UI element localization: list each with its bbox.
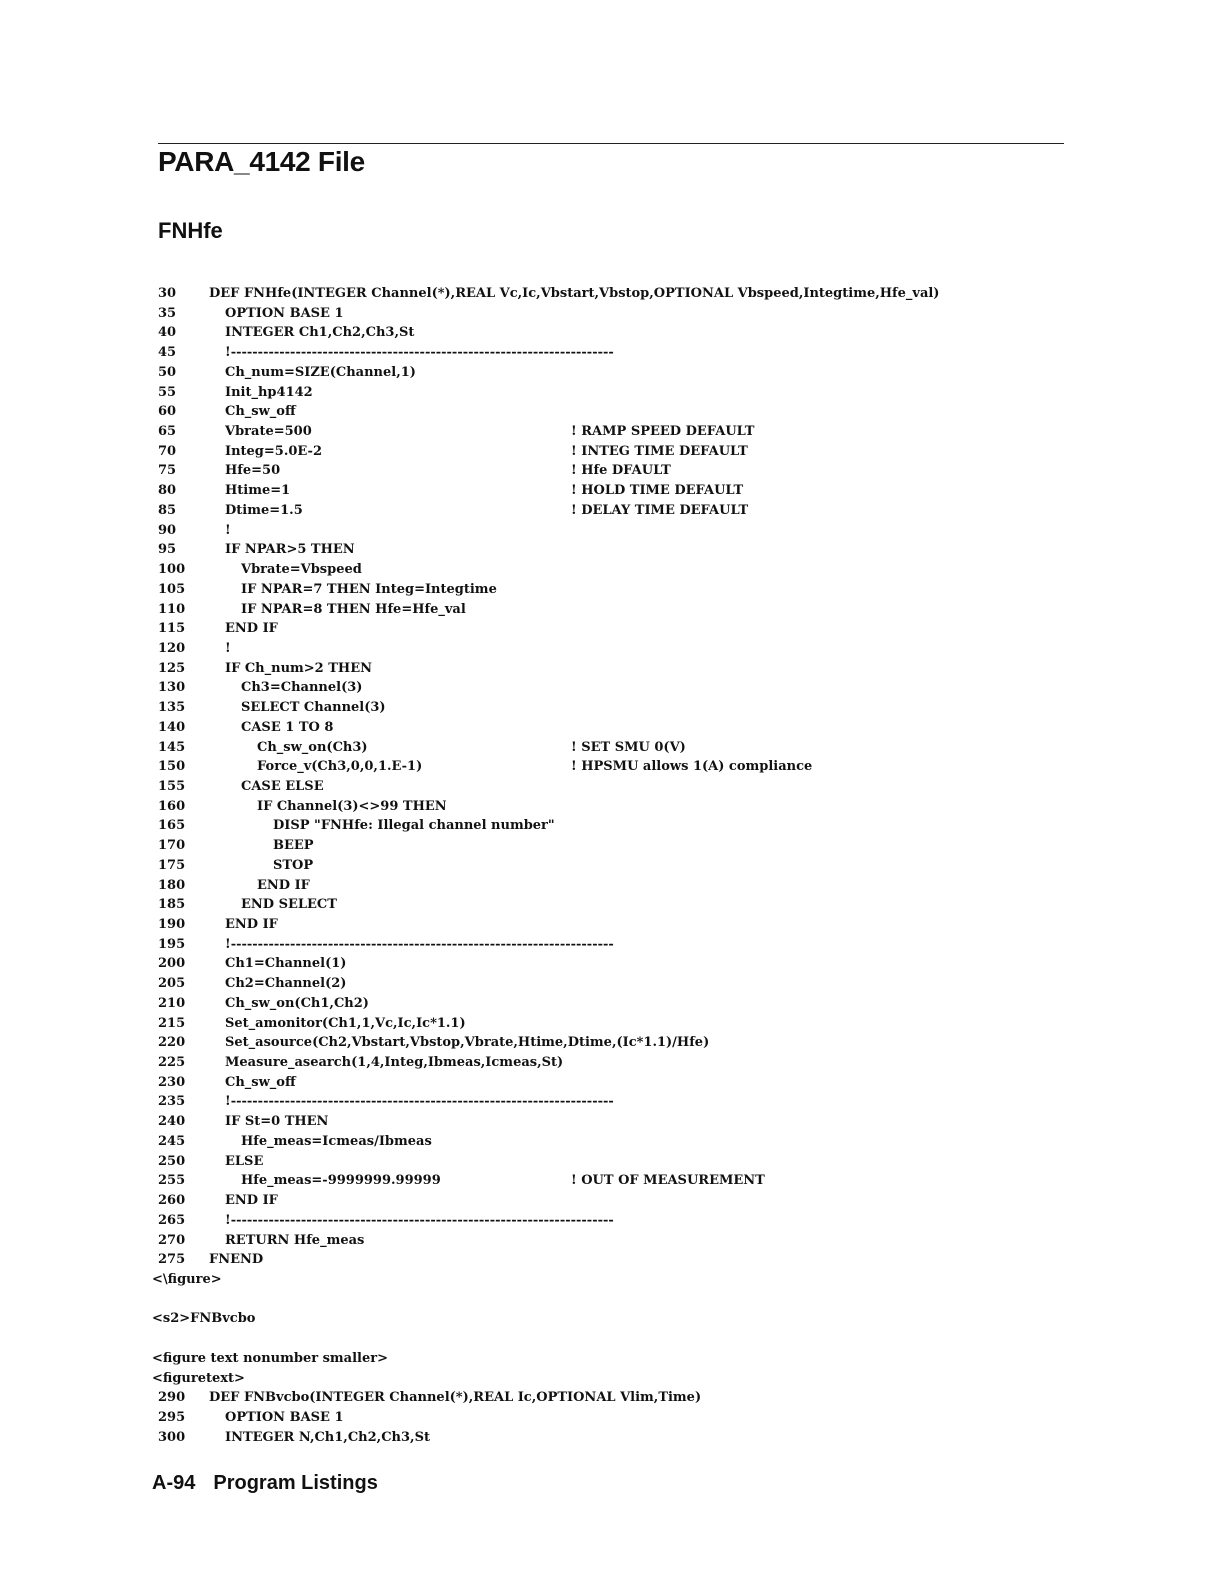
code-statement: INTEGER N,Ch1,Ch2,Ch3,St [225, 1429, 430, 1445]
line-number: 255 [158, 1173, 186, 1189]
code-line [0, 718, 1224, 738]
line-number: 300 [158, 1429, 186, 1445]
code-statement: Integ=5.0E-2 [225, 443, 322, 459]
line-number: 45 [158, 345, 177, 361]
code-line [0, 304, 1224, 324]
code-statement: Ch_sw_off [225, 1074, 296, 1090]
code-line [0, 402, 1224, 422]
line-number: 75 [158, 463, 177, 479]
line-number: 55 [158, 384, 177, 400]
line-number: 265 [158, 1212, 186, 1228]
line-number: 270 [158, 1232, 186, 1248]
line-number: 65 [158, 424, 177, 440]
code-line [0, 1270, 1224, 1290]
line-number: 230 [158, 1074, 186, 1090]
code-statement: DISP "FNHfe: Illegal channel number" [273, 818, 555, 834]
line-number: 80 [158, 483, 177, 499]
code-line [0, 1408, 1224, 1428]
code-line [0, 1369, 1224, 1389]
code-line [0, 1349, 1224, 1369]
code-statement: END IF [225, 621, 278, 637]
code-statement: END IF [225, 917, 278, 932]
code-statement: !----------------------------------------------------------------------- [225, 345, 614, 361]
code-line [0, 422, 1224, 442]
code-statement: Ch1=Channel(1) [225, 956, 347, 972]
code-statement: !----------------------------------------------------------------------- [225, 1212, 614, 1228]
code-statement: Hfe=50 [225, 463, 281, 479]
code-line [0, 284, 1224, 304]
code-line [0, 1073, 1224, 1093]
line-number: 130 [158, 680, 186, 696]
code-statement: SELECT Channel(3) [241, 700, 386, 716]
code-line [0, 1033, 1224, 1053]
line-number: 170 [158, 838, 186, 854]
code-statement: Vbrate=Vbspeed [241, 562, 362, 578]
code-statement: ! [225, 640, 231, 656]
line-number: 120 [158, 640, 186, 656]
line-number: 245 [158, 1133, 186, 1149]
code-line [0, 836, 1224, 856]
line-number: 220 [158, 1035, 186, 1051]
code-comment: ! SET SMU 0(V) [571, 739, 686, 755]
page-footer [152, 1472, 378, 1495]
code-line [0, 1211, 1224, 1231]
code-comment: ! INTEG TIME DEFAULT [571, 443, 748, 459]
line-number: 35 [158, 305, 177, 321]
line-number: 205 [158, 976, 186, 992]
code-statement: Ch_sw_off [225, 404, 296, 420]
line-number: 30 [158, 286, 177, 301]
code-statement: Init_hp4142 [225, 384, 313, 400]
code-statement: Ch_sw_on(Ch1,Ch2) [225, 995, 369, 1011]
code-line [0, 935, 1224, 955]
line-number: 70 [158, 443, 177, 459]
section-title: PARA_4142 File [158, 146, 365, 177]
code-statement: DEF FNHfe(INTEGER Channel(*),REAL Vc,Ic,Vbstart,Vbstop,OPTIONAL Vbspeed,Integtime,Hfe_val) [209, 286, 940, 301]
code-statement: Set_asource(Ch2,Vbstart,Vbstop,Vbrate,Htime,Dtime,(Ic*1.1)/Hfe) [225, 1035, 710, 1051]
line-number: 190 [158, 917, 186, 932]
code-statement: IF St=0 THEN [225, 1114, 329, 1130]
line-number: 275 [158, 1252, 186, 1268]
code-statement: !----------------------------------------------------------------------- [225, 1094, 614, 1110]
code-line [0, 757, 1224, 777]
code-line [0, 895, 1224, 915]
code-line [0, 856, 1224, 876]
line-number: 180 [158, 877, 186, 893]
code-line [0, 560, 1224, 580]
code-statement: Htime=1 [225, 483, 291, 499]
code-statement: END IF [225, 1193, 278, 1209]
code-line [0, 1191, 1224, 1211]
code-line [0, 1053, 1224, 1073]
line-number: 150 [158, 759, 186, 775]
line-number: 140 [158, 719, 186, 735]
line-number: 85 [158, 502, 177, 518]
code-line [0, 323, 1224, 343]
code-statement: DEF FNBvcbo(INTEGER Channel(*),REAL Ic,OPTIONAL Vlim,Time) [209, 1390, 702, 1406]
code-statement: END SELECT [241, 897, 337, 913]
code-comment: ! RAMP SPEED DEFAULT [571, 424, 755, 440]
code-statement: Hfe_meas=-9999999.99999 [241, 1173, 441, 1189]
code-line [0, 698, 1224, 718]
code-statement: ! [225, 522, 231, 538]
code-statement: Ch_sw_on(Ch3) [257, 739, 368, 755]
line-number: 250 [158, 1153, 186, 1169]
line-number: 165 [158, 818, 186, 834]
code-comment: ! OUT OF MEASUREMENT [571, 1173, 765, 1189]
code-line [0, 816, 1224, 836]
line-number: 60 [158, 404, 177, 420]
markup-text: <s2>FNBvcbo [152, 1311, 256, 1327]
code-statement: Ch2=Channel(2) [225, 976, 347, 992]
code-line [0, 383, 1224, 403]
code-statement: OPTION BASE 1 [225, 1409, 344, 1425]
program-listing [0, 284, 1224, 1447]
code-line [0, 738, 1224, 758]
code-statement: IF Channel(3)<>99 THEN [257, 798, 447, 814]
code-line [0, 1132, 1224, 1152]
code-line [0, 1112, 1224, 1132]
code-line [0, 1329, 1224, 1349]
code-line [0, 1428, 1224, 1448]
code-statement: Dtime=1.5 [225, 502, 303, 518]
code-line [0, 442, 1224, 462]
line-number: 215 [158, 1015, 186, 1031]
line-number: 145 [158, 739, 186, 755]
code-statement: OPTION BASE 1 [225, 305, 344, 321]
line-number: 260 [158, 1193, 186, 1209]
markup-text: <\figure> [152, 1271, 222, 1287]
line-number: 225 [158, 1055, 186, 1071]
markup-text: <figuretext> [152, 1370, 245, 1386]
code-comment: ! DELAY TIME DEFAULT [571, 502, 749, 518]
code-statement: BEEP [273, 838, 314, 854]
line-number: 95 [158, 542, 177, 558]
code-line [0, 461, 1224, 481]
code-statement: IF NPAR=7 THEN Integ=Integtime [241, 581, 497, 597]
line-number: 135 [158, 700, 186, 716]
code-statement: INTEGER Ch1,Ch2,Ch3,St [225, 325, 415, 341]
line-number: 50 [158, 364, 177, 380]
code-statement: IF NPAR>5 THEN [225, 542, 355, 558]
code-statement: IF Ch_num>2 THEN [225, 660, 373, 676]
code-line [0, 994, 1224, 1014]
code-line [0, 1309, 1224, 1329]
code-line [0, 521, 1224, 541]
page-number: A-94 [152, 1472, 196, 1494]
code-line [0, 797, 1224, 817]
line-number: 290 [158, 1390, 186, 1406]
line-number: 90 [158, 522, 177, 538]
code-line [0, 1231, 1224, 1251]
code-line [0, 915, 1224, 935]
code-line [0, 1152, 1224, 1172]
code-line [0, 678, 1224, 698]
code-statement: FNEND [209, 1252, 264, 1268]
code-line [0, 1014, 1224, 1034]
line-number: 195 [158, 936, 186, 952]
code-line [0, 974, 1224, 994]
line-number: 40 [158, 325, 177, 341]
code-statement: CASE 1 TO 8 [241, 719, 334, 735]
line-number: 100 [158, 562, 186, 578]
line-number: 115 [158, 621, 186, 637]
code-line [0, 343, 1224, 363]
line-number: 240 [158, 1114, 186, 1130]
code-statement: Hfe_meas=Icmeas/Ibmeas [241, 1133, 432, 1149]
code-line [0, 363, 1224, 383]
code-line [0, 580, 1224, 600]
line-number: 155 [158, 778, 186, 794]
code-statement: STOP [273, 857, 314, 873]
code-line [0, 1388, 1224, 1408]
line-number: 200 [158, 956, 186, 972]
code-statement: IF NPAR=8 THEN Hfe=Hfe_val [241, 601, 466, 617]
line-number: 185 [158, 897, 186, 913]
code-statement: END IF [257, 877, 310, 893]
header-rule [158, 143, 1064, 144]
code-line [0, 501, 1224, 521]
markup-text: <figure text nonumber smaller> [152, 1350, 388, 1366]
code-statement: Ch_num=SIZE(Channel,1) [225, 364, 416, 380]
code-line [0, 540, 1224, 560]
line-number: 125 [158, 660, 186, 676]
code-comment: ! Hfe DFAULT [571, 463, 671, 479]
code-statement: Ch3=Channel(3) [241, 680, 363, 696]
code-statement: RETURN Hfe_meas [225, 1232, 365, 1248]
subsection-title: FNHfe [158, 218, 223, 243]
code-line [0, 876, 1224, 896]
code-line [0, 777, 1224, 797]
line-number: 210 [158, 995, 186, 1011]
code-statement: Vbrate=500 [225, 424, 312, 440]
line-number: 295 [158, 1409, 186, 1425]
line-number: 110 [158, 601, 186, 617]
code-statement: ELSE [225, 1153, 264, 1169]
code-line [0, 1250, 1224, 1270]
line-number: 175 [158, 857, 186, 873]
code-statement: Force_v(Ch3,0,0,1.E-1) [257, 759, 423, 775]
code-line [0, 1092, 1224, 1112]
code-comment: ! HOLD TIME DEFAULT [571, 483, 744, 499]
code-comment: ! HPSMU allows 1(A) compliance [571, 759, 813, 775]
code-line [0, 1290, 1224, 1310]
code-statement: !----------------------------------------------------------------------- [225, 936, 614, 952]
code-line [0, 639, 1224, 659]
chapter-title: Program Listings [213, 1472, 378, 1494]
line-number: 160 [158, 798, 186, 814]
code-line [0, 954, 1224, 974]
code-statement: Set_amonitor(Ch1,1,Vc,Ic,Ic*1.1) [225, 1015, 466, 1031]
code-statement: CASE ELSE [241, 778, 324, 794]
code-statement: Measure_asearch(1,4,Integ,Ibmeas,Icmeas,St) [225, 1055, 564, 1071]
code-line [0, 619, 1224, 639]
code-line [0, 481, 1224, 501]
code-line [0, 1171, 1224, 1191]
line-number: 235 [158, 1094, 186, 1110]
line-number: 105 [158, 581, 186, 597]
code-line [0, 600, 1224, 620]
code-line [0, 659, 1224, 679]
